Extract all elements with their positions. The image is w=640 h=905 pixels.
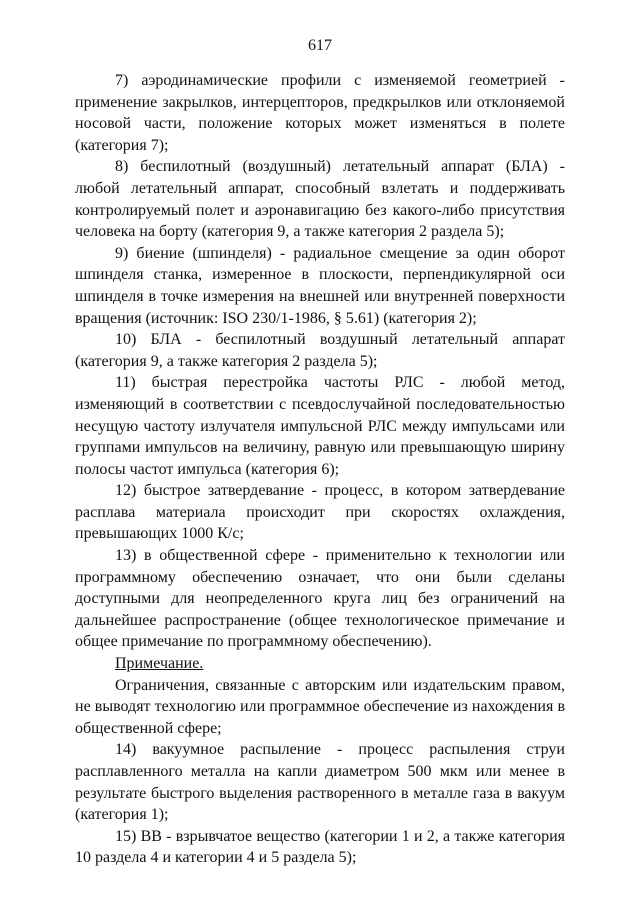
definition-item-14: 14) вакуумное распыление - процесс распыления струи расплавленного металла на капли диаметром 500 мкм или менее в результате быстрого выделения растворенного в металле газа в вакуум (категория 1); bbox=[75, 741, 565, 824]
note-title: Примечание. bbox=[115, 655, 204, 673]
note-text: Ограничения, связанные с авторским или издательским правом, не выводят технологию или программное обеспечение из нахождения в общественной сфере; bbox=[75, 676, 565, 737]
definition-item-9: 9) биение (шпинделя) - радиальное смещение за один оборот шпинделя станка, измеренное в плоскости, перпендикулярной оси шпинделя в точке измерения на внешней или внутренней поверхности вращения (источник: ISO 230/1-1986, § 5.61) (категория 2); bbox=[75, 244, 565, 327]
definition-item-12: 12) быстрое затвердевание - процесс, в котором затвердевание расплава материала происходит при скоростях охлаждения, превышающих 1000 К/с; bbox=[75, 482, 565, 543]
definition-item-7: 7) аэродинамические профили с изменяемой геометрией - применение закрылков, интерцепторов, предкрылков или отклоняемой носовой части, положение которых может изменяться в полете (категория 7); bbox=[75, 72, 565, 154]
definition-item-13: 13) в общественной сфере - применительно к технологии или программному обеспечению означает, что они были сделаны доступными для неопределенного круга лиц без ограничений на дальнейшее распространение (общее технологическое примечание и общее примечание по программному обеспечению). bbox=[75, 547, 565, 651]
definition-item-15: 15) ВВ - взрывчатое вещество (категории 1 и 2, а также категория 10 раздела 4 и категории 4 и 5 раздела 5); bbox=[75, 827, 565, 867]
page-number: 617 bbox=[308, 37, 332, 54]
definition-item-11: 11) быстрая перестройка частоты РЛС - любой метод, изменяющий в соответствии с псевдослучайной последовательностью несущую частоту излучателя импульсной РЛС между импульсами или группами импульсов на величину, равную или превышающую ширину полосы частот импульса (категория 6); bbox=[75, 374, 565, 478]
definition-item-8: 8) беспилотный (воздушный) летательный аппарат (БЛА) - любой летательный аппарат, способный взлетать и поддерживать контролируемый полет и аэронавигацию без какого-либо присутствия человека на борту (категория 9, а также категория 2 раздела 5); bbox=[75, 158, 565, 241]
definition-item-10: 10) БЛА - беспилотный воздушный летательный аппарат (категория 9, а также категория 2 раздела 5); bbox=[75, 331, 565, 370]
document-body bbox=[75, 70, 565, 869]
